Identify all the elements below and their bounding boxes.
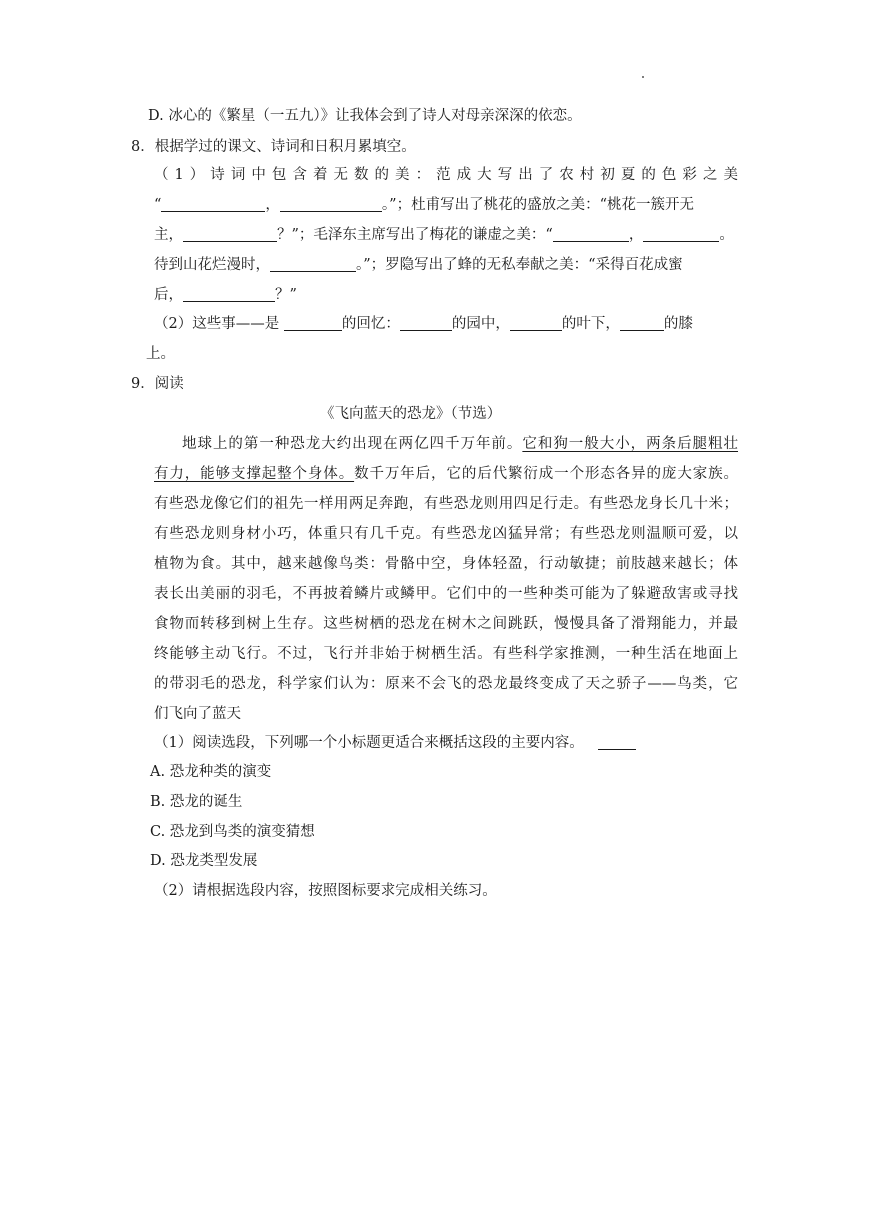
q7-option-d: D. 冰心的《繁星（一五九）》让我体会到了诗人对母亲深深的依恋。 bbox=[148, 108, 582, 124]
passage-line-9: 的带羽毛的恐龙，科学家们认为：原来不会飞的恐龙最终变成了天之骄子——鸟类，它 bbox=[154, 676, 738, 692]
answer-blank[interactable] bbox=[643, 227, 719, 242]
answer-blank[interactable] bbox=[280, 197, 382, 212]
underlined-sentence: 有力，能够支撑起整个身体。 bbox=[154, 466, 355, 482]
q9-stem: 9．阅读 bbox=[131, 376, 184, 392]
q8-part1-line4: 待到山花烂漫时， 。”；罗隐写出了蜂的无私奉献之美：“采得百花成蜜 bbox=[154, 257, 683, 273]
q8-part1-line1: （1）诗词中包含着无数的美：范成大写出了农村初夏的色彩之美 bbox=[154, 167, 738, 183]
q8-part2-line2: 上。 bbox=[146, 346, 175, 362]
passage-line-7: 食物而转移到树上生存。这些树栖的恐龙在树木之间跳跃，慢慢具备了滑翔能力，并最 bbox=[154, 616, 738, 632]
passage-line-5: 植物为食。其中，越来越像鸟类：骨骼中空，身体轻盈，行动敏捷；前肢越来越长；体 bbox=[154, 556, 738, 572]
answer-blank[interactable] bbox=[620, 316, 664, 331]
answer-blank[interactable] bbox=[553, 227, 629, 242]
q8-stem: 8．根据学过的课文、诗词和日积月累填空。 bbox=[131, 139, 416, 155]
underlined-sentence: 它和狗一般大小，两条后腿粗壮 bbox=[522, 436, 739, 452]
answer-blank[interactable] bbox=[161, 197, 265, 212]
option-c[interactable]: C. 恐龙到鸟类的演变猜想 bbox=[150, 824, 315, 840]
passage-line-4: 有些恐龙则身材小巧，体重只有几千克。有些恐龙凶猛异常；有些恐龙则温顺可爱，以 bbox=[154, 526, 738, 542]
q8-part1-line2: “ ， 。”；杜甫写出了桃花的盛放之美：“桃花一簇开无 bbox=[154, 197, 694, 213]
passage-line-2: 有力，能够支撑起整个身体。数千万年后，它的后代繁衍成一个形态各异的庞大家族。 bbox=[154, 466, 738, 482]
option-b[interactable]: B. 恐龙的诞生 bbox=[150, 794, 243, 810]
scan-dot bbox=[642, 76, 644, 78]
passage-line-6: 表长出美丽的羽毛，不再披着鳞片或鳞甲。它们中的一些种类可能为了躲避敌害或寻找 bbox=[154, 586, 738, 602]
q8-part1-line3: 主， ？”；毛泽东主席写出了梅花的谦虚之美：“ ， 。 bbox=[154, 227, 734, 243]
option-a[interactable]: A. 恐龙种类的演变 bbox=[150, 764, 272, 780]
q8-part2-line1: （2）这些事——是 的回忆： 的园中， 的叶下， 的膝 bbox=[154, 316, 693, 332]
answer-blank[interactable] bbox=[183, 227, 277, 242]
answer-blank[interactable] bbox=[510, 316, 562, 331]
passage-title: 《飞向蓝天的恐龙》（节选） bbox=[320, 406, 502, 422]
option-d[interactable]: D. 恐龙类型发展 bbox=[150, 853, 258, 869]
answer-blank[interactable] bbox=[284, 316, 342, 331]
q9-sub1: （1）阅读选段，下列哪一个小标题更适合来概括这段的主要内容。 bbox=[154, 733, 636, 753]
answer-blank[interactable] bbox=[270, 257, 356, 272]
passage-line-3: 有些恐龙像它们的祖先一样用两足奔跑，有些恐龙则用四足行走。有些恐龙身长几十米； bbox=[154, 496, 738, 512]
passage-line-10: 们飞向了蓝天 bbox=[154, 706, 241, 722]
q9-sub2: （2）请根据选段内容，按照图标要求完成相关练习。 bbox=[154, 883, 497, 899]
passage-line-1: 地球上的第一种恐龙大约出现在两亿四千万年前。它和狗一般大小，两条后腿粗壮 bbox=[182, 436, 739, 452]
passage-line-8: 终能够主动飞行。不过，飞行并非始于树栖生活。有些科学家推测，一种生活在地面上 bbox=[154, 646, 738, 662]
answer-blank[interactable] bbox=[598, 735, 636, 750]
answer-blank[interactable] bbox=[400, 316, 452, 331]
answer-blank[interactable] bbox=[183, 287, 275, 302]
q8-part1-line5: 后， ？” bbox=[154, 287, 297, 303]
